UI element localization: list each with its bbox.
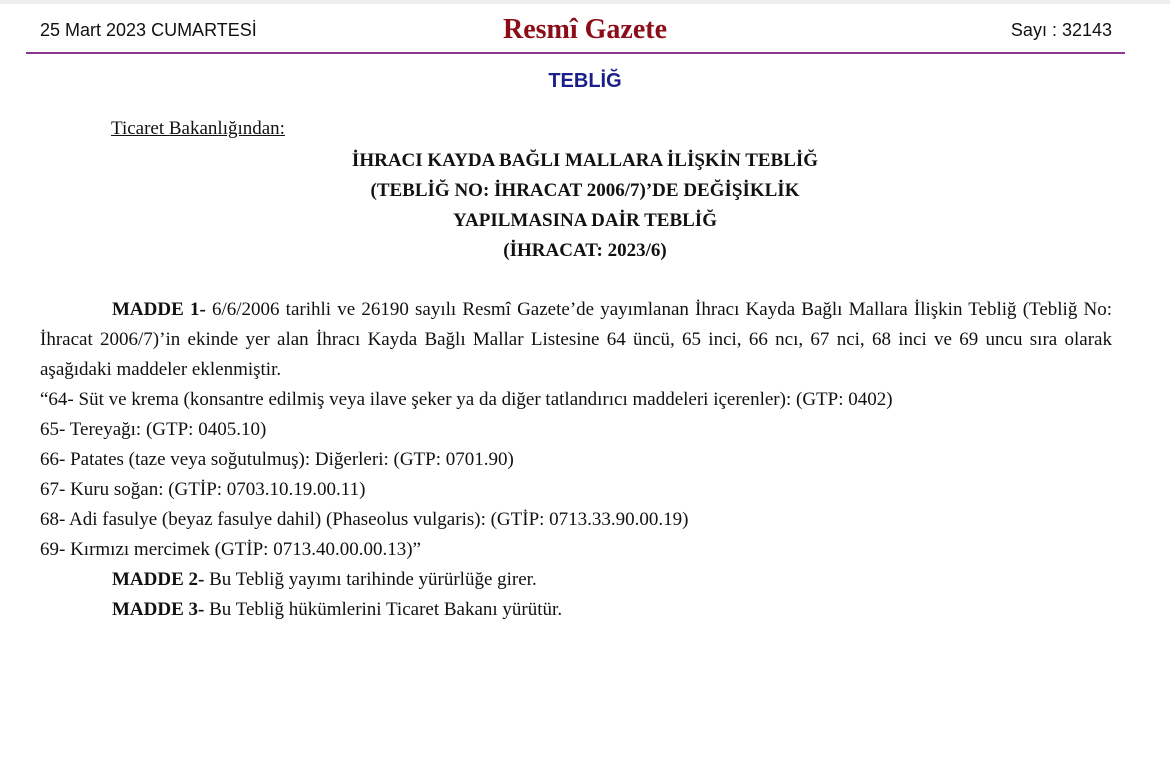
title-line: YAPILMASINA DAİR TEBLİĞ — [453, 210, 717, 231]
article-text: Bu Tebliğ yayımı tarihinde yürürlüğe girer. — [204, 569, 537, 590]
title-line: (TEBLİĞ NO: İHRACAT 2006/7)’DE DEĞİŞİKLİK — [370, 180, 800, 201]
article-label: MADDE 2- — [112, 569, 205, 590]
list-item: 68- Adi fasulye (beyaz fasulye dahil) (Phaseolus vulgaris): (GTİP: 0713.33.90.00.19) — [40, 509, 689, 530]
issue-number: Sayı : 32143 — [1010, 20, 1112, 40]
header-date: 25 Mart 2023 CUMARTESİ — [40, 20, 257, 40]
list-item: “64- Süt ve krema (konsantre edilmiş veya ilave şeker ya da diğer tatlandırıcı maddeleri içerenler): (GTP: 0402) — [40, 389, 893, 410]
title-line: (İHRACAT: 2023/6) — [503, 240, 667, 261]
title-line: İHRACI KAYDA BAĞLI MALLARA İLİŞKİN TEBLİĞ — [351, 150, 819, 171]
header-divider — [26, 52, 1125, 54]
issuing-authority: Ticaret Bakanlığından: — [111, 118, 285, 139]
article-label: MADDE 1- — [112, 299, 206, 320]
article-label: MADDE 3- — [112, 599, 205, 620]
list-item: 67- Kuru soğan: (GTİP: 0703.10.19.00.11) — [40, 479, 366, 500]
top-border — [0, 0, 1170, 4]
list-item: 66- Patates (taze veya soğutulmuş): Diğerleri: (GTP: 0701.90) — [40, 449, 514, 470]
document-body — [40, 295, 1112, 625]
article-1 — [40, 295, 1112, 385]
article-text: Bu Tebliğ hükümlerini Ticaret Bakanı yürütür. — [204, 599, 563, 620]
article-3 — [40, 595, 1112, 625]
list-item: 69- Kırmızı mercimek (GTİP: 0713.40.00.00.13)” — [40, 539, 421, 560]
list-item: 65- Tereyağı: (GTP: 0405.10) — [40, 419, 267, 440]
article-2 — [40, 565, 1112, 595]
gazette-title: Resmî Gazete — [502, 14, 668, 45]
document-title — [0, 146, 1170, 266]
article-text: 6/6/2006 tarihli ve 26190 sayılı Resmî Gazete’de yayımlanan İhracı Kayda Bağlı Mallara İlişkin Tebliğ (Tebliğ No: İhracat 2006/7)’in ekinde yer alan İhracı Kayda Bağlı Mallar Listesine 64 üncü, 65 inci, 66 ncı, 67 nci, 68 inci ve 69 uncu sıra olarak aşağıdaki maddeler eklenmiştir. — [40, 299, 1112, 380]
section-heading: TEBLİĞ — [548, 70, 622, 92]
